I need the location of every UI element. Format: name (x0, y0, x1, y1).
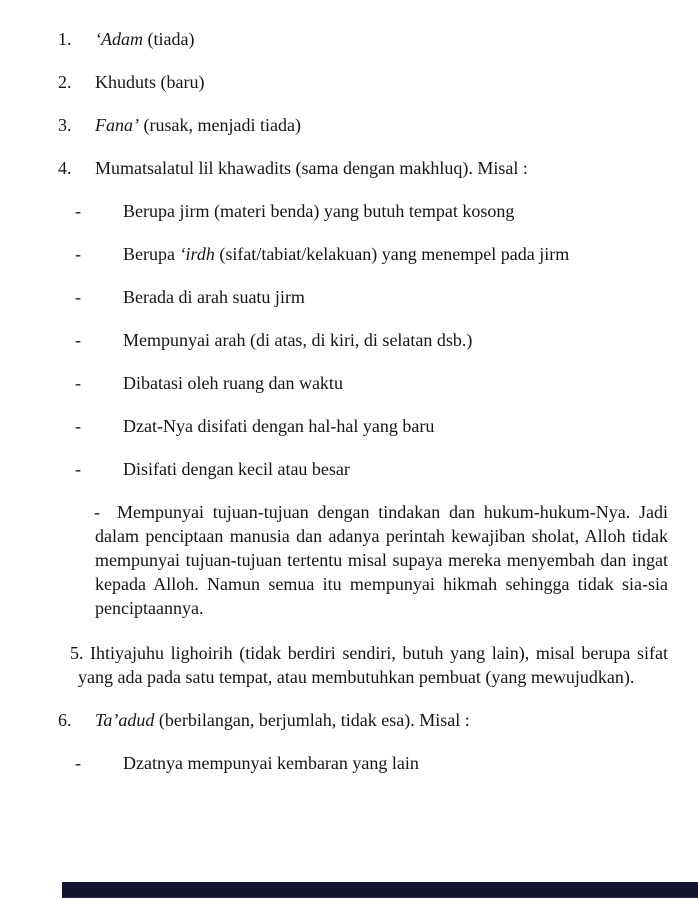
list-item-numbered (58, 708, 668, 732)
text-run: Mempunyai arah (di atas, di kiri, di selatan dsb.) (123, 330, 473, 350)
item-text (78, 643, 668, 687)
text-run: Mumatsalatul lil khawadits (sama dengan makhluq). Misal : (95, 158, 528, 178)
list-item-dash (58, 199, 668, 223)
text-run: Khuduts (baru) (95, 72, 205, 92)
list-item-numbered (58, 27, 668, 51)
item-text (95, 27, 194, 51)
item-text (95, 502, 668, 618)
italic-text-run: ‘Adam (95, 29, 143, 49)
item-text (95, 156, 528, 180)
italic-text-run: ‘irdh (179, 244, 215, 264)
item-text (123, 457, 350, 481)
item-text (95, 113, 301, 137)
item-marker: 2. (58, 72, 72, 92)
text-run: Berupa (123, 244, 180, 264)
item-marker: 3. (58, 115, 72, 135)
item-marker: - (75, 373, 81, 393)
item-marker: - (75, 201, 81, 221)
item-marker: 6. (58, 710, 72, 730)
text-run: (berbilangan, berjumlah, tidak esa). Misal : (154, 710, 470, 730)
item-text (123, 285, 305, 309)
list-item-numbered (70, 641, 668, 689)
text-run: Ihtiyajuhu lighoirih (tidak berdiri sendiri, butuh yang lain), misal berupa sifat yang ada pada satu tempat, atau membutuhkan pembuat (yang mewujudkan). (78, 643, 668, 687)
list-item-dash (58, 751, 668, 775)
text-run: Dzat-Nya disifati dengan hal-hal yang baru (123, 416, 435, 436)
item-text (123, 414, 434, 438)
item-marker: - (75, 287, 81, 307)
item-marker: - (94, 502, 100, 522)
list-item-numbered (58, 113, 668, 137)
list-item-numbered (58, 156, 668, 180)
list-item-dash (58, 242, 668, 266)
item-text (123, 751, 419, 775)
item-text (123, 328, 472, 352)
item-marker: - (75, 459, 81, 479)
item-marker: - (75, 330, 81, 350)
text-run: Disifati dengan kecil atau besar (123, 459, 350, 479)
list-item-dash (58, 414, 668, 438)
list-item-dash (58, 328, 668, 352)
text-run: (sifat/tabiat/kelakuan) yang menempel pada jirm (214, 244, 570, 264)
item-text (95, 708, 470, 732)
list-item-numbered (58, 70, 668, 94)
item-text (95, 70, 204, 94)
item-text (123, 371, 343, 395)
item-marker: 1. (58, 29, 72, 49)
italic-text-run: Fana’ (95, 115, 139, 135)
list-item-dash (58, 285, 668, 309)
list-item-dash (58, 457, 668, 481)
item-marker: 4. (58, 158, 72, 178)
list-item-dash (95, 500, 668, 620)
item-text (123, 199, 514, 223)
text-run: (tiada) (143, 29, 195, 49)
text-run: Berupa jirm (materi benda) yang butuh tempat kosong (123, 201, 515, 221)
item-text (123, 242, 569, 266)
list-item-dash (58, 371, 668, 395)
text-run: Dzatnya mempunyai kembaran yang lain (123, 753, 419, 773)
item-marker: - (75, 416, 81, 436)
item-marker: - (75, 244, 81, 264)
item-marker: 5. (70, 643, 84, 663)
text-run: Mempunyai tujuan-tujuan dengan tindakan dan hukum-hukum-Nya. Jadi dalam penciptaan manusia dan adanya perintah kewajiban sholat, Alloh tidak mempunyai tujuan-tujuan tertentu misal supaya mereka menyembah dan ingat kepada Alloh. Namun semua itu mempunyai hikmah sehingga tidak sia-sia penciptaannya. (95, 502, 668, 618)
italic-text-run: Ta’adud (95, 710, 155, 730)
text-run: (rusak, menjadi tiada) (139, 115, 301, 135)
text-run: Berada di arah suatu jirm (123, 287, 305, 307)
item-marker: - (75, 753, 81, 773)
scan-artifact-bar (62, 882, 698, 897)
text-run: Dibatasi oleh ruang dan waktu (123, 373, 343, 393)
